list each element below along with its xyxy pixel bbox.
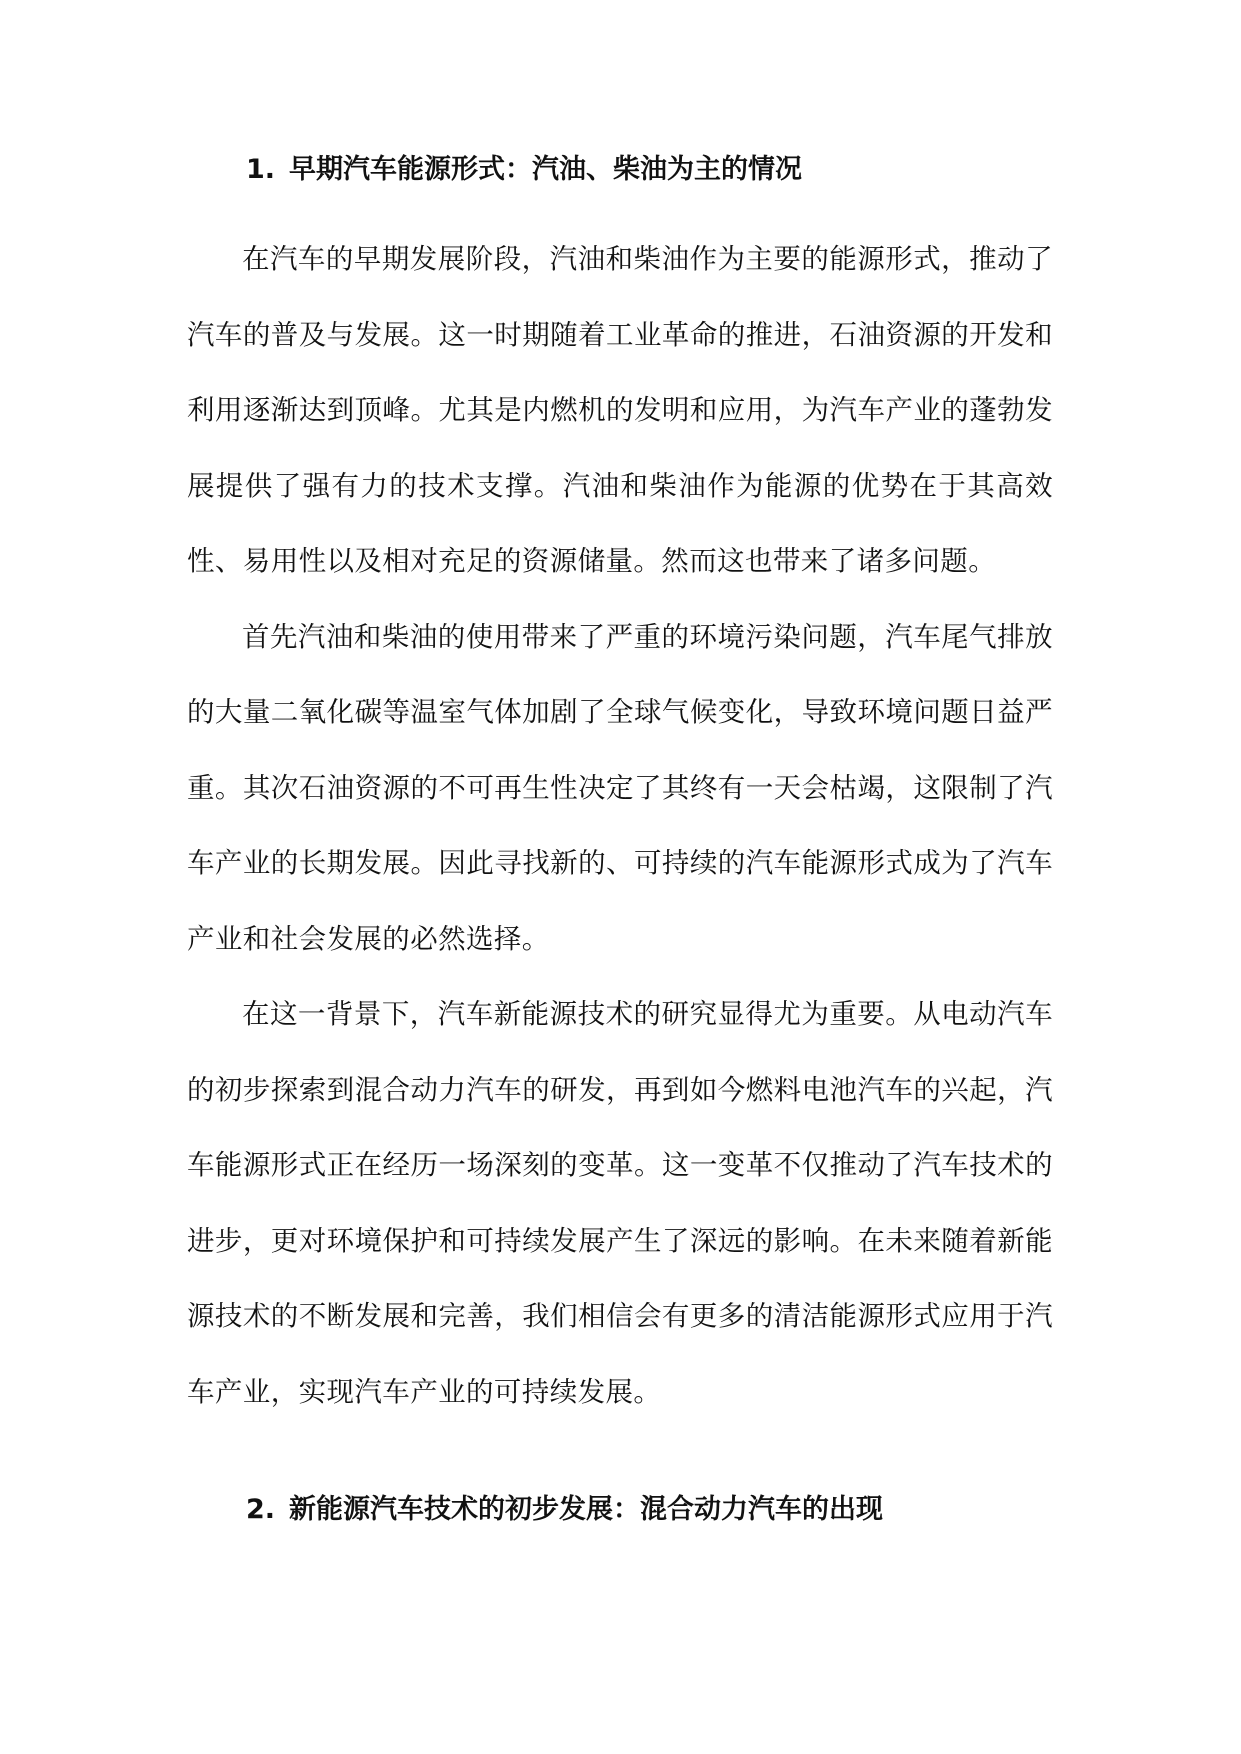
section-heading-1 — [187, 140, 1053, 200]
paragraph: 在汽车的早期发展阶段，汽油和柴油作为主要的能源形式，推动了汽车的普及与发展。这一时期随着工业革命的推进，石油资源的开发和利用逐渐达到顶峰。尤其是内燃机的发明和应用，为汽车产业的蓬勃发展提供了强有力的技术支撑。汽油和柴油作为能源的优势在于其高效性、易用性以及相对充足的资源储量。然而这也带来了诸多问题。 — [187, 243, 1053, 577]
section-number: 1. — [246, 154, 276, 185]
section-title: 早期汽车能源形式：汽油、柴油为主的情况 — [289, 154, 803, 185]
paragraph: 在这一背景下，汽车新能源技术的研究显得尤为重要。从电动汽车的初步探索到混合动力汽车的研发，再到如今燃料电池汽车的兴起，汽车能源形式正在经历一场深刻的变革。这一变革不仅推动了汽车技术的进步，更对环境保护和可持续发展产生了深远的影响。在未来随着新能源技术的不断发展和完善，我们相信会有更多的清洁能源形式应用于汽车产业，实现汽车产业的可持续发展。 — [187, 998, 1053, 1408]
section-heading-2 — [187, 1480, 1053, 1540]
spacer — [187, 1430, 1053, 1480]
document-body — [187, 140, 1053, 1540]
section-number: 2. — [246, 1494, 276, 1525]
section-title: 新能源汽车技术的初步发展：混合动力汽车的出现 — [289, 1494, 884, 1525]
spacer — [187, 200, 1053, 222]
paragraph: 首先汽油和柴油的使用带来了严重的环境污染问题，汽车尾气排放的大量二氧化碳等温室气体加剧了全球气候变化，导致环境问题日益严重。其次石油资源的不可再生性决定了其终有一天会枯竭，这限制了汽车产业的长期发展。因此寻找新的、可持续的汽车能源形式成为了汽车产业和社会发展的必然选择。 — [187, 620, 1053, 955]
